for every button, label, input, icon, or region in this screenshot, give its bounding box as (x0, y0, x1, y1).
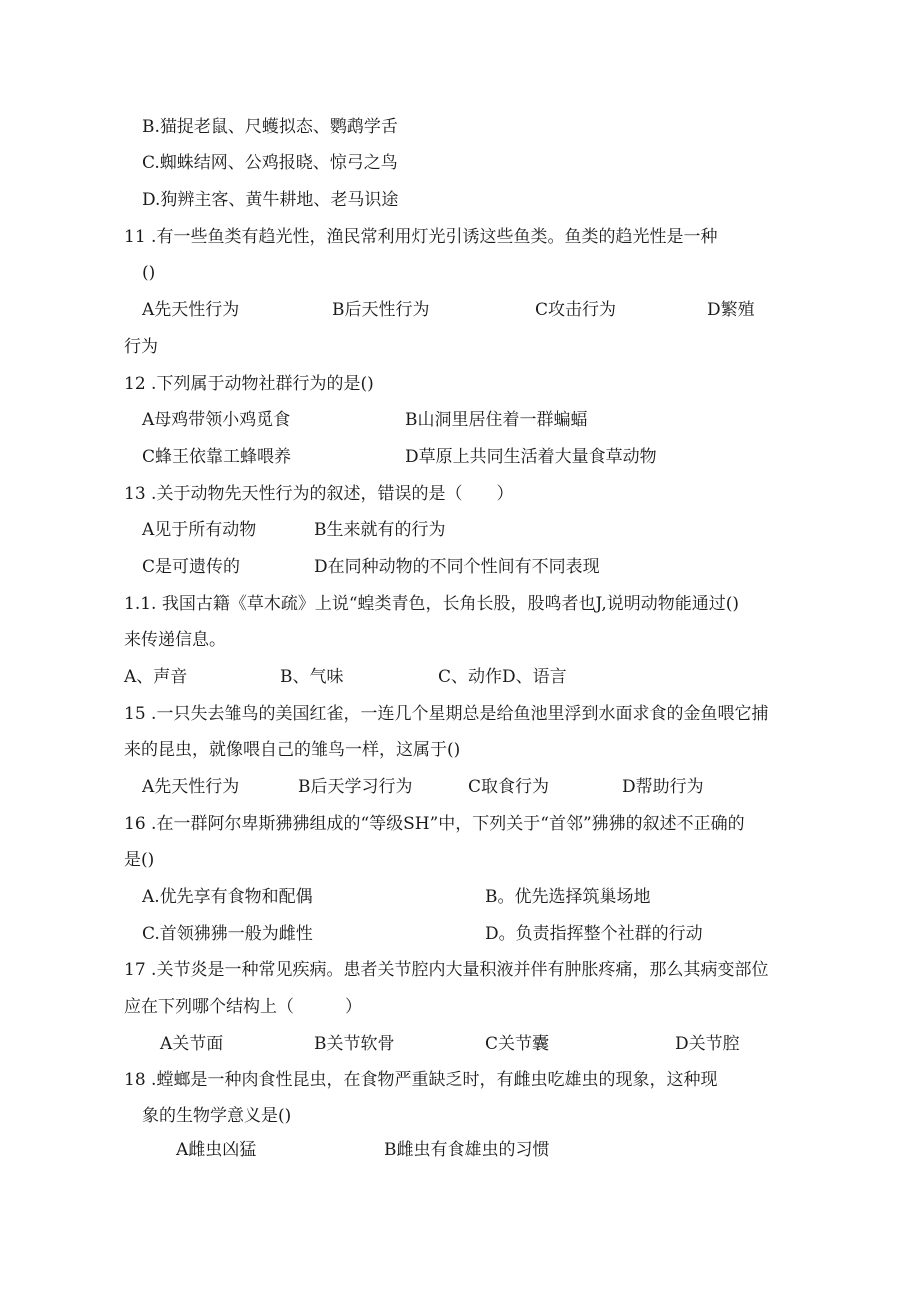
q12-stem: 12 .下列属于动物社群行为的是() (124, 374, 374, 394)
q16-option-c: C.首领狒狒一般为雌性 (142, 924, 313, 944)
q17-option-c: C关节囊 (485, 1034, 550, 1054)
q15-option-b: B后天学习行为 (298, 777, 413, 797)
q16-option-d: D。负责指挥整个社群的行动 (485, 924, 703, 944)
q16-stem-continued: 是() (124, 850, 155, 870)
q13-stem: 13 .关于动物先天性行为的叙述，错误的是（ ） (124, 484, 514, 504)
q17-stem: 17 .关节炎是一种常见疾病。患者关节腔内大量积液并伴有肿胀疼痛，那么其病变部位 (124, 960, 769, 980)
q16-option-a: A.优先享有食物和配偶 (142, 887, 313, 907)
q11-stem: 11 .有一些鱼类有趋光性，渔民常利用灯光引诱这些鱼类。鱼类的趋光性是一种 (124, 227, 718, 247)
q18-stem-continued: 象的生物学意义是() (142, 1106, 292, 1126)
q16-option-b: B。优先选择筑巢场地 (485, 887, 651, 907)
q12-option-a: A母鸡带领小鸡觅食 (142, 410, 291, 430)
q13-option-d: D在同种动物的不同个性间有不同表现 (314, 557, 600, 577)
q15-option-d: D帮助行为 (622, 777, 704, 797)
q10-option-c: C.蜘蛛结网、公鸡报晓、惊弓之鸟 (142, 153, 398, 173)
q17-option-a: A关节面 (160, 1034, 224, 1054)
q17-option-d: D关节腔 (675, 1034, 740, 1054)
q14-stem-continued: 来传递信息。 (124, 630, 226, 650)
q10-option-d: D.狗辨主客、黄牛耕地、老马识途 (142, 190, 399, 210)
q11-option-d-continued: 行为 (124, 337, 158, 357)
q11-option-d: D繁殖 (707, 300, 755, 320)
q16-stem: 16 .在一群阿尔卑斯狒狒组成的“等级SH”中，下列关于“首邻”狒狒的叙述不正确的 (124, 814, 745, 834)
q12-option-c: C蜂王依靠工蜂喂养 (142, 447, 292, 467)
q15-option-c: C取食行为 (468, 777, 550, 797)
q11-option-a: A先天性行为 (142, 300, 240, 320)
q13-option-b: B生来就有的行为 (314, 520, 446, 540)
q17-stem-continued: 应在下列哪个结构上（ ） (124, 997, 362, 1017)
q15-stem: 15 .一只失去雏鸟的美国红雀，一连几个星期总是给鱼池里浮到水面求食的金鱼喂它捕 (124, 704, 769, 724)
q11-option-c: C攻击行为 (535, 300, 617, 320)
q12-option-b: B山洞里居住着一群蝙蝠 (405, 410, 588, 430)
q15-stem-continued: 来的昆虫，就像喂自己的雏鸟一样，这属于() (124, 740, 461, 760)
q12-option-d: D草原上共同生活着大量食草动物 (405, 447, 657, 467)
q13-option-a: A见于所有动物 (142, 520, 257, 540)
q14-stem: 1.1. 我国古籍《草木疏》上说“蝗类青色，长角长股，股鸣者也J,说明动物能通过() (124, 594, 740, 614)
q18-stem: 18 .螳螂是一种肉食性昆虫，在食物严重缺乏时，有雌虫吃雄虫的现象，这种现 (124, 1070, 718, 1090)
q11-answer-blank: () (142, 263, 156, 283)
q18-option-a: A雌虫凶猛 (176, 1140, 257, 1160)
q14-option-b: B、气味 (280, 667, 344, 687)
q15-option-a: A先天性行为 (142, 777, 240, 797)
q17-option-b: B关节软骨 (314, 1034, 395, 1054)
q10-option-b: B.猫捉老鼠、尺蠖拟态、鹦鹉学舌 (142, 117, 398, 137)
q11-option-b: B后天性行为 (332, 300, 430, 320)
q13-option-c: C是可遗传的 (142, 557, 241, 577)
q14-option-a: A、声音 (124, 667, 188, 687)
q18-option-b: B雌虫有食雄虫的习惯 (384, 1140, 550, 1160)
q14-option-cd: C、动作D、语言 (438, 667, 567, 687)
